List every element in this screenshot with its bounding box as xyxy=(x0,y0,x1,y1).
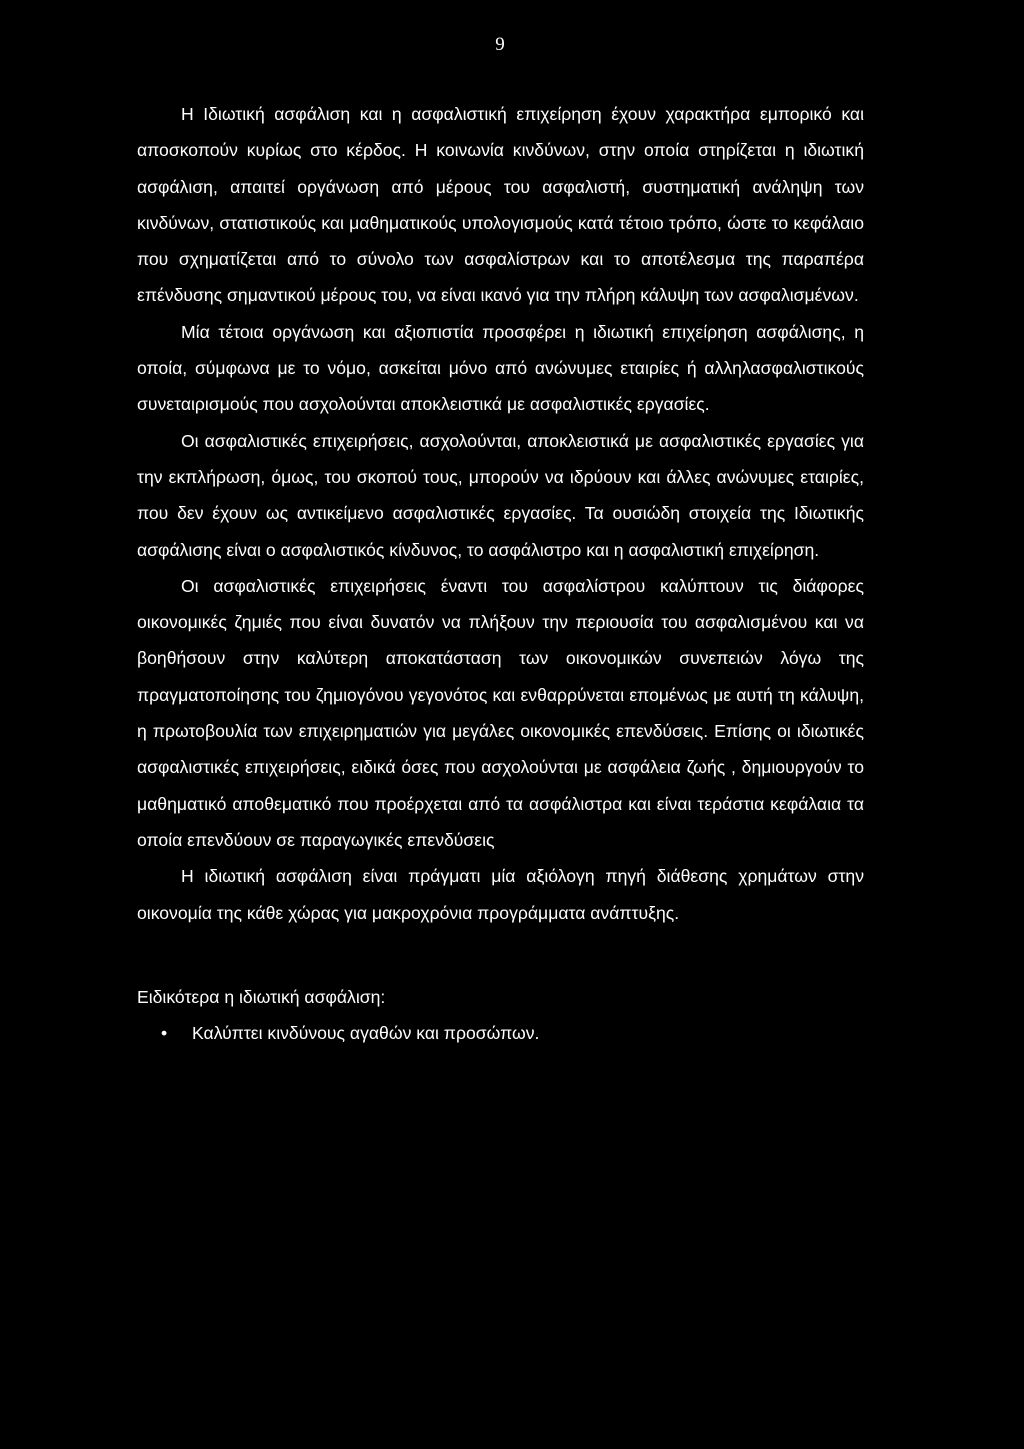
paragraph-2: Μία τέτοια οργάνωση και αξιοπιστία προσφέρει η ιδιωτική επιχείρηση ασφάλισης, η οποία, σύμφωνα με το νόμο, ασκείται μόνο από ανώνυμες εταιρίες ή αλληλασφαλιστικούς συνεταιρισμούς που ασχολούνται αποκλειστικά με ασφαλιστικές εργασίες. xyxy=(137,321,864,415)
list-intro: Ειδικότερα η ιδιωτική ασφάλιση: xyxy=(137,986,386,1007)
paragraph-4: Οι ασφαλιστικές επιχειρήσεις έναντι του ασφαλίστρου καλύπτουν τις διάφορες οικονομικές ζημιές που είναι δυνατόν να πλήξουν την περιουσία του ασφαλισμένου και να βοηθήσουν στην καλύτερη αποκατάσταση των οικονομικών συνεπειών λόγω της πραγματοποίησης του ζημιογόνου γεγονότος και ενθαρρύνεται επομένως με αυτή τη κάλυψη, η πρωτοβουλία των επιχειρηματιών για μεγάλες οικονομικές επενδύσεις. Επίσης οι ιδιωτικές ασφαλιστικές επιχειρήσεις, ειδικά όσες που ασχολούνται με ασφάλεια ζωής , δημιουργούν το μαθηματικό αποθεματικό που προέρχεται από τα ασφάλιστρα και είναι τεράστια κεφάλαια τα οποία επενδύουν σε παραγωγικές επενδύσεις xyxy=(137,575,864,850)
document-body xyxy=(137,96,864,1051)
page-number: 9 xyxy=(495,34,505,55)
list-item-text: Καλύπτει κινδύνους αγαθών και προσώπων. xyxy=(192,1023,540,1044)
paragraph-5: Η ιδιωτική ασφάλιση είναι πράγματι μία αξιόλογη πηγή διάθεσης χρημάτων στην οικονομία της κάθε χώρας για μακροχρόνια προγράμματα ανάπτυξης. xyxy=(137,866,864,923)
bullet-list xyxy=(137,1015,864,1051)
paragraph-3: Οι ασφαλιστικές επιχειρήσεις, ασχολούνται, αποκλειστικά με ασφαλιστικές εργασίες για την εκπλήρωση, όμως, του σκοπού τους, μπορούν να ιδρύουν και άλλες ανώνυμες εταιρίες, που δεν έχουν ως αντικείμενο ασφαλιστικές εργασίες. Τα ουσιώδη στοιχεία της Ιδιωτικής ασφάλισης είναι ο ασφαλιστικός κίνδυνος, το ασφάλιστρο και η ασφαλιστική επιχείρηση. xyxy=(137,430,864,560)
list-item xyxy=(137,1015,864,1051)
paragraph-1: Η Ιδιωτική ασφάλιση και η ασφαλιστική επιχείρηση έχουν χαρακτήρα εμπορικό και αποσκοπούν κυρίως στο κέρδος. Η κοινωνία κινδύνων, στην οποία στηρίζεται η ιδιωτική ασφάλιση, απαιτεί οργάνωση από μέρους του ασφαλιστή, συστηματική ανάληψη των κινδύνων, στατιστικούς και μαθηματικούς υπολογισμούς κατά τέτοιο τρόπο, ώστε το κεφάλαιο που σχηματίζεται από το σύνολο των ασφαλίστρων και το αποτέλεσμα της παραπέρα επένδυσης σημαντικού μέρους του, να είναι ικανό για την πλήρη κάλυψη των ασφαλισμένων. xyxy=(137,104,864,306)
bullet-icon: • xyxy=(161,1023,168,1044)
